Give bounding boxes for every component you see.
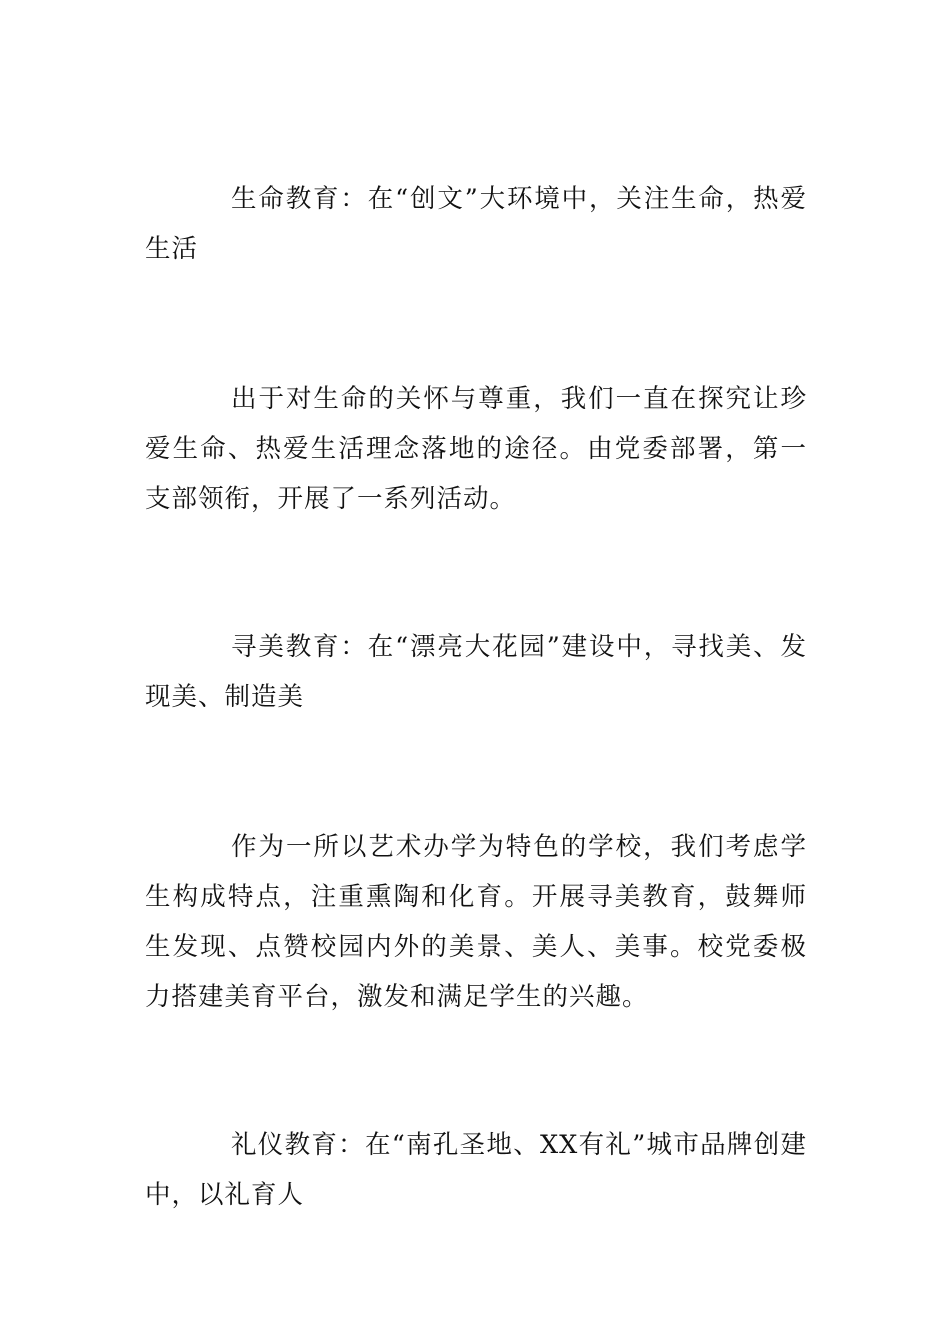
body-paragraph-life-education: 出于对生命的关怀与尊重，我们一直在探究让珍爱生命、热爱生活理念落地的途径。由党委部署，第一支部领衔，开展了一系列活动。: [145, 384, 807, 514]
section-heading-beauty-education: 寻美教育：在“漂亮大花园”建设中，寻找美、发现美、制造美: [145, 632, 807, 712]
body-paragraph-beauty-education: 作为一所以艺术办学为特色的学校，我们考虑学生构成特点，注重熏陶和化育。开展寻美教育，鼓舞师生发现、点赞校园内外的美景、美人、美事。校党委极力搭建美育平台，激发和满足学生的兴趣。: [145, 832, 807, 1012]
section-heading-life-education: 生命教育：在“创文”大环境中，关注生命，热爱生活: [145, 184, 807, 264]
section-heading-etiquette-education: 礼仪教育：在“南孔圣地、XX有礼”城市品牌创建中，以礼育人: [145, 1130, 807, 1210]
